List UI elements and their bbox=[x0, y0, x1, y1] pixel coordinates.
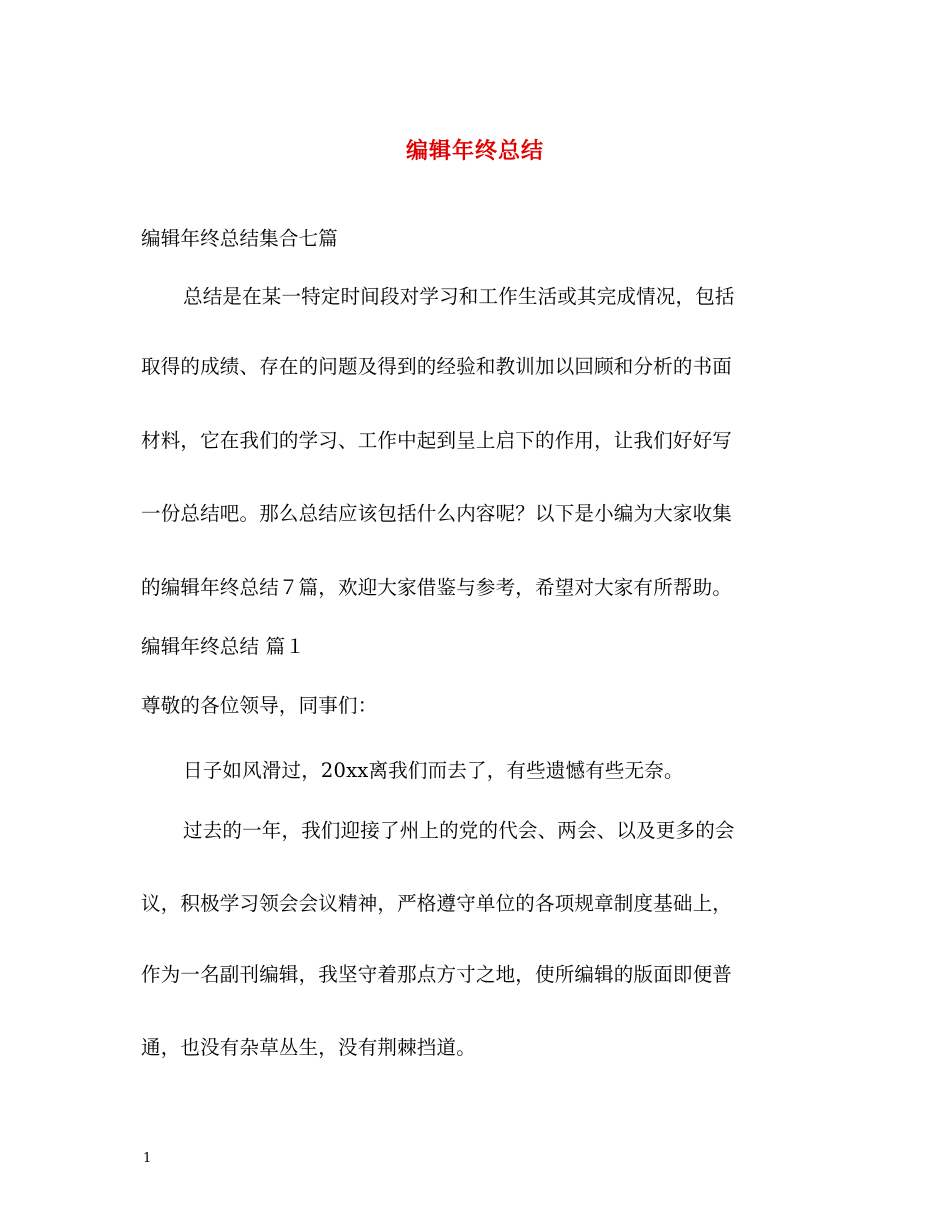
document-subtitle: 编辑年终总结集合七篇 bbox=[141, 227, 339, 250]
paragraph-2-line-3: 作为一名副刊编辑，我坚守着那点方寸之地，使所编辑的版面即便普 bbox=[141, 963, 733, 986]
paragraph-1: 日子如风滑过，20xx离我们而去了，有些遗憾有些无奈。 bbox=[183, 759, 684, 782]
page-number: 1 bbox=[143, 1151, 152, 1166]
section-heading: 编辑年终总结 篇１ bbox=[141, 635, 305, 658]
paragraph-2-line-4: 通，也没有杂草丛生，没有荆棘挡道。 bbox=[141, 1036, 476, 1059]
intro-line-1: 总结是在某一特定时间段对学习和工作生活或其完成情况，包括 bbox=[183, 285, 735, 308]
intro-line-5: 的编辑年终总结７篇，欢迎大家借鉴与参考，希望对大家有所帮助。 bbox=[141, 576, 733, 599]
intro-line-2: 取得的成绩、存在的问题及得到的经验和教训加以回顾和分析的书面 bbox=[141, 355, 733, 378]
intro-line-3: 材料，它在我们的学习、工作中起到呈上启下的作用，让我们好好写 bbox=[141, 429, 733, 452]
intro-line-4: 一份总结吧。那么总结应该包括什么内容呢？以下是小编为大家收集 bbox=[141, 502, 733, 525]
paragraph-2-line-2: 议，积极学习领会会议精神，严格遵守单位的各项规章制度基础上， bbox=[141, 892, 733, 915]
document-title: 编辑年终总结 bbox=[405, 138, 544, 164]
paragraph-2-line-1: 过去的一年，我们迎接了州上的党的代会、两会、以及更多的会 bbox=[183, 819, 735, 842]
salutation: 尊敬的各位领导，同事们： bbox=[141, 694, 378, 717]
